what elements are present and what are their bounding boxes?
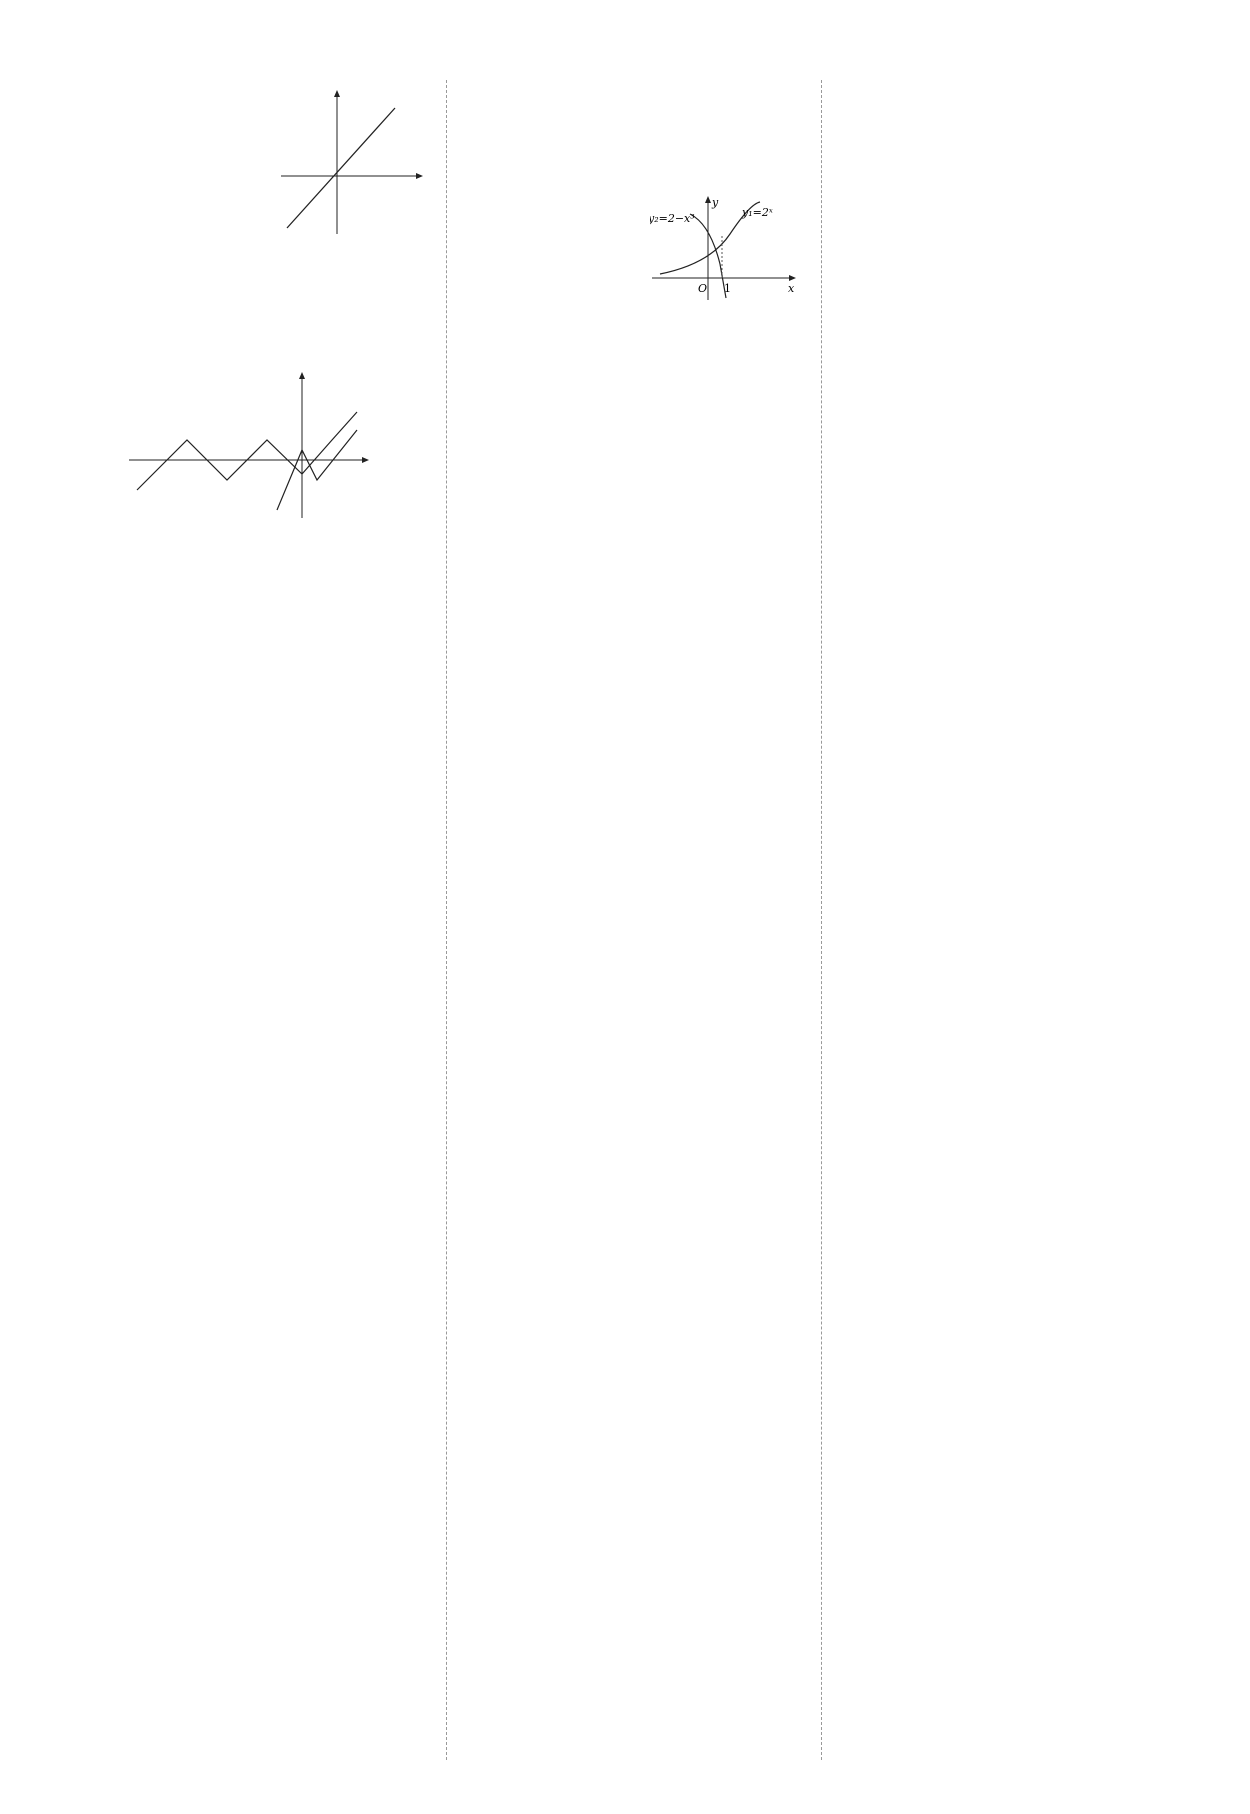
column-divider — [821, 80, 822, 1760]
section-title — [67, 559, 437, 581]
svg-text:y₁=2ˣ: y₁=2ˣ — [742, 206, 773, 219]
svg-text:x: x — [788, 282, 795, 295]
figure-1 — [277, 88, 427, 246]
svg-text:1: 1 — [724, 282, 731, 295]
figure-exp-cubic — [650, 194, 800, 312]
column-1 — [67, 86, 437, 593]
svg-text:O: O — [698, 282, 708, 295]
top-block — [67, 86, 437, 368]
svg-text:y: y — [712, 196, 719, 209]
svg-text:y₂=2−x³: y₂=2−x³ — [650, 212, 695, 225]
column-divider — [446, 80, 447, 1760]
figure-2 — [127, 370, 437, 545]
